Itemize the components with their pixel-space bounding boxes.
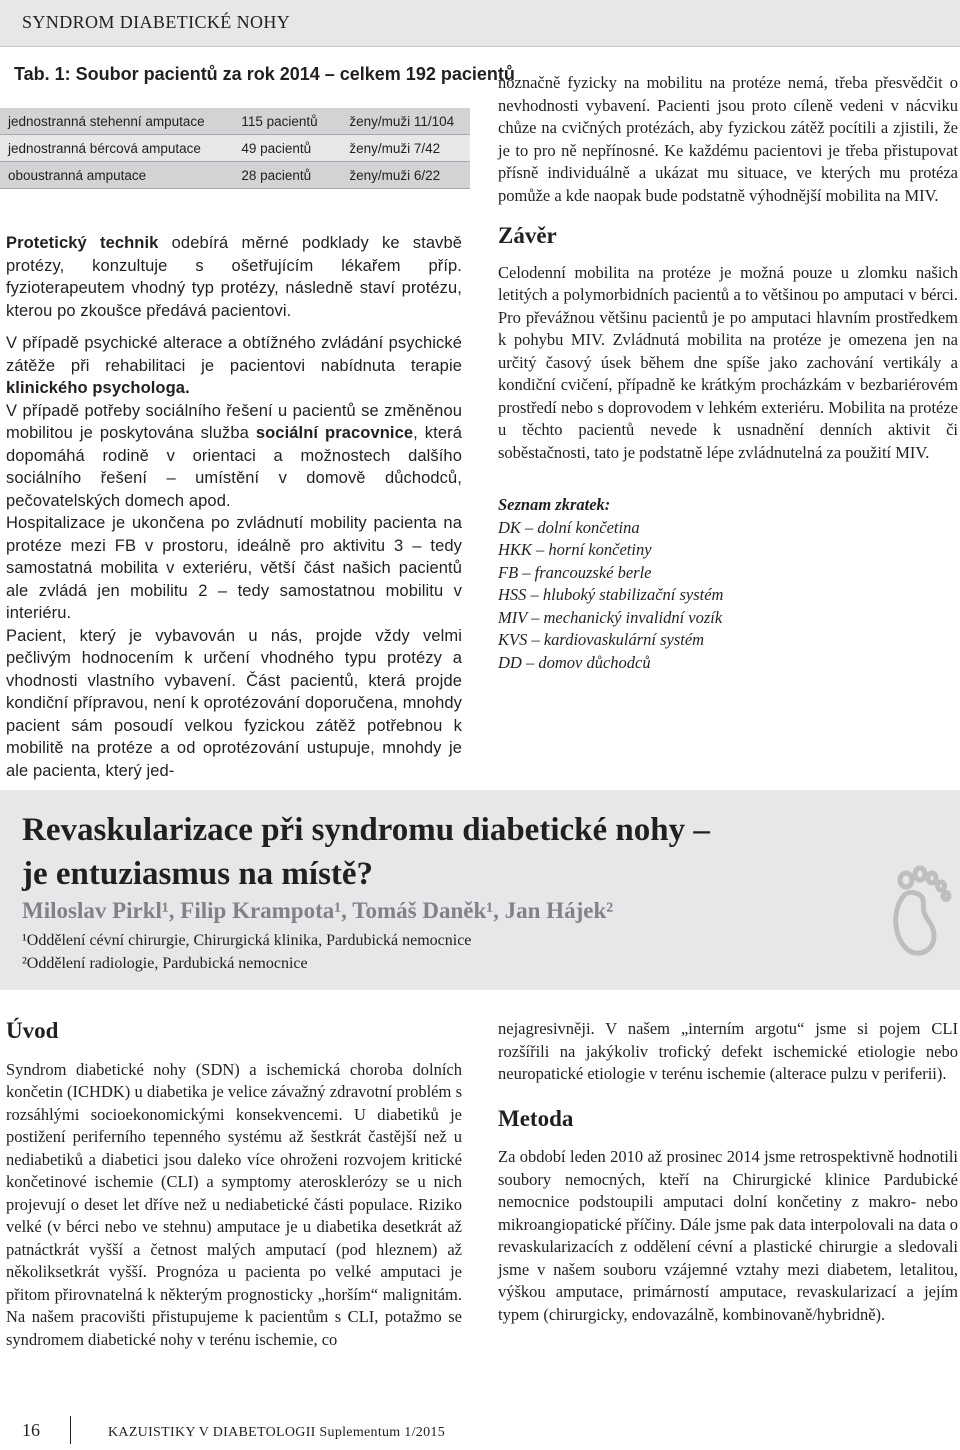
section-heading-zaver: Závěr [498, 223, 557, 248]
paragraph [6, 332, 462, 400]
table-cell: 28 pacientů [233, 162, 341, 189]
table-caption: Tab. 1: Soubor pacientů za rok 2014 – celkem 192 pacientů [14, 64, 515, 84]
table-cell: ženy/muži 11/104 [341, 108, 470, 135]
journal-name: KAZUISTIKY V DIABETOLOGII Suplementum 1/2015 [108, 1425, 445, 1440]
article-title [22, 808, 710, 896]
table-cell: ženy/muži 6/22 [341, 162, 470, 189]
paragraph: Celodenní mobilita na protéze je možná pouze u zlomku našich letitých a polymorbidních pacientů a to většinou po amputaci v bérci. Pro převážnou většinu pacientů je po amputaci hlavním prostředkem k pohybu MIV. Zvládnutá mobilita na protéze je omezena jen na určitý časový úsek během dne spíše jako zachování vertikály a kondiční cvičení, případně ke krátkým procházkám v bezbariérovém prostředí nebo s doprovodem v lehkém exteriéru. Mobilita na protéze u těchto pacientů nevede k usnadnění denních aktivit či soběstačnosti, tato je podstatně lépe zvládnutelná za použití MIV. [498, 262, 958, 462]
article-title-line: Revaskularizace při syndromu diabetické nohy – [22, 812, 710, 848]
abbreviation-item: HKK – horní končetiny [498, 540, 652, 559]
paragraph: Pacient, který je vybavován u nás, projde vždy velmi pečlivým hodnocením k určení vhodného typu protézy a vhodnosti vlastního vybavení. Část pacientů, která projde kondiční přípravou, není k oprotézování doporučena, mnohdy pacient sám posoudí velkou fyzickou zátěž potřebnou k mobilitě na protéze a od oprotézování ustupuje, mnohdy je ale pacienta, který jed- [6, 626, 462, 780]
abbreviation-item: DD – domov důchodců [498, 652, 651, 672]
table-cell: 115 pacientů [233, 108, 341, 135]
paragraph: Za období leden 2010 až prosinec 2014 jsme retrospektivně hodnotili soubory nemocných, kteří na Chirurgické klinice Pardubické nemocnice podstoupili amputaci dolní končetiny z makro- nebo mikroangiopatické příčiny. Dále jsme pak data interpolovali na data o revaskularizacích z oddělení cévní a plastické chirurgie a sledovali jsme v našem souboru vzájemné vztahy mezi diabetem, letalitou, výškou amputace, primárností amputace, revaskularizací a jejím typem (chirurgicky, endovazálně, kombinovaně/hybridně). [498, 1147, 958, 1324]
left-column-top [6, 232, 462, 782]
paragraph-text: , která dopomáhá rodině v orientaci a možnostech dalšího sociálního řešení – umístění v domově důchodců, pečovatelských domech apod. [6, 424, 462, 510]
right-column-top [498, 72, 958, 674]
page-number: 16 [22, 1420, 40, 1440]
table-row [0, 135, 470, 162]
paragraph: noznačně fyzicky na mobilitu na protéze nemá, třeba přesvědčit o nevhodnosti vybavení. Pacienti jsou proto cíleně vedeni v nácviku chůze na cvičných protézách, aby fyzickou zátěž pocítili a zjistili, že je to pro ně nepřínosné. Ke každému pacientovi je třeba přistupovat přísně individuálně a ukázat mu situace, ve kterých mu protéza pomůže a kde naopak bude podstatně výhodnější mobilita na MIV. [498, 73, 958, 205]
paragraph-text: V případě psychické alterace a obtížného zvládání psychické zátěže při rehabilitaci je pacientovi nabídnuta terapie [6, 334, 462, 375]
running-header-title: SYNDROM DIABETICKÉ NOHY [22, 12, 291, 32]
paragraph: nejagresivněji. V našem „interním argotu“ jsme si pojem CLI rozšířili na jakýkoliv trofický defekt ischemické etiologie nebo neuropatické etiologie v terénu ischemie (alterace pulzu v periferii). [498, 1019, 958, 1083]
footprint-icon [882, 858, 952, 958]
section-heading-uvod: Úvod [6, 1018, 59, 1043]
paragraph: Syndrom diabetické nohy (SDN) a ischemická choroba dolních končetin (ICHDK) u diabetika je velice závažný zdravotní problém s rozsáhlými socioekonomickými konsekvencemi. U diabetiků je postižení periferního tepenného systému až šestkrát častější než u nediabetiků a diabetici jsou daleko více ohroženi rozvojem kritické končetinové ischemie (CLI) a symptomy aterosklerózy se u nich projevují o deset let dříve než u nediabetické části populace. Riziko velké (v bérci nebo ve stehnu) amputace je u diabetika desetkrát až patnáctkrát vyšší a četnost malých amputací (pod hleznem) až několiksetkrát vyšší. Prognóza u pacienta po velké amputaci je přitom přirovnatelná k některým prognosticky „horším“ malignitám. Na našem pracovišti přistupujeme k pacientům s CLI, potažmo se syndromem diabetické nohy v terénu ischemie, co [6, 1059, 462, 1349]
bold-term: klinického psychologa. [6, 379, 190, 397]
paragraph: Hospitalizace je ukončena po zvládnutí mobility pacienta na protéze mezi FB v prostoru, ideálně pro aktivitu 3 – tedy samostatná mobilita v exteriéru, větší část našich pacientů ale zvládá jen mobilitu 2 – tedy samostatnou mobilitu v interiéru. [6, 514, 462, 622]
abbreviation-item: FB – francouzské berle [498, 562, 652, 582]
left-column-bottom [6, 1020, 462, 1351]
affiliation-1: ¹Oddělení cévní chirurgie, Chirurgická klinika, Pardubická nemocnice [22, 932, 472, 949]
running-header [0, 0, 960, 47]
paragraph-text: V případě potřeby sociálního řešení u pacientů se změněnou mobilitou je poskytována služba [6, 401, 462, 442]
paragraph [6, 232, 462, 322]
abbreviation-item: KVS – kardiovaskulární systém [498, 630, 705, 649]
table-cell: jednostranná bércová amputace [0, 135, 233, 162]
table-cell: 49 pacientů [233, 135, 341, 162]
abbreviations-list [498, 517, 958, 675]
bold-term: Protetický technik [6, 234, 159, 252]
footer-divider [70, 1416, 71, 1444]
affiliation-2: ²Oddělení radiologie, Pardubická nemocnice [22, 955, 308, 972]
table-cell: ženy/muži 7/42 [341, 135, 470, 162]
paragraph [6, 400, 462, 513]
table-cell: jednostranná stehenní amputace [0, 108, 233, 135]
table-cell: oboustranná amputace [0, 162, 233, 189]
table-row [0, 108, 470, 135]
abbreviation-item: DK – dolní končetina [498, 517, 640, 537]
abbreviation-item: HSS – hluboký stabilizační systém [498, 585, 724, 604]
abbreviations-heading: Seznam zkratek: [498, 495, 611, 514]
paragraph-text: odebírá měrné podklady ke stavbě protézy, konzultuje s ošetřujícím lékařem příp. fyzioterapeutem vhodný typ protézy, následně staví protézu, kterou po zkoušce předává pacientovi. [6, 234, 463, 320]
section-heading-metoda: Metoda [498, 1105, 574, 1131]
patients-table [0, 108, 470, 189]
bold-term: sociální pracovnice [255, 424, 414, 442]
article-authors: Miloslav Pirkl¹, Filip Krampota¹, Tomáš Daněk¹, Jan Hájek² [22, 898, 614, 923]
abbreviation-item: MIV – mechanický invalidní vozík [498, 607, 723, 627]
table-row [0, 162, 470, 189]
right-column-bottom [498, 1018, 958, 1326]
article-title-line: je entuziasmus na místě? [22, 856, 374, 892]
